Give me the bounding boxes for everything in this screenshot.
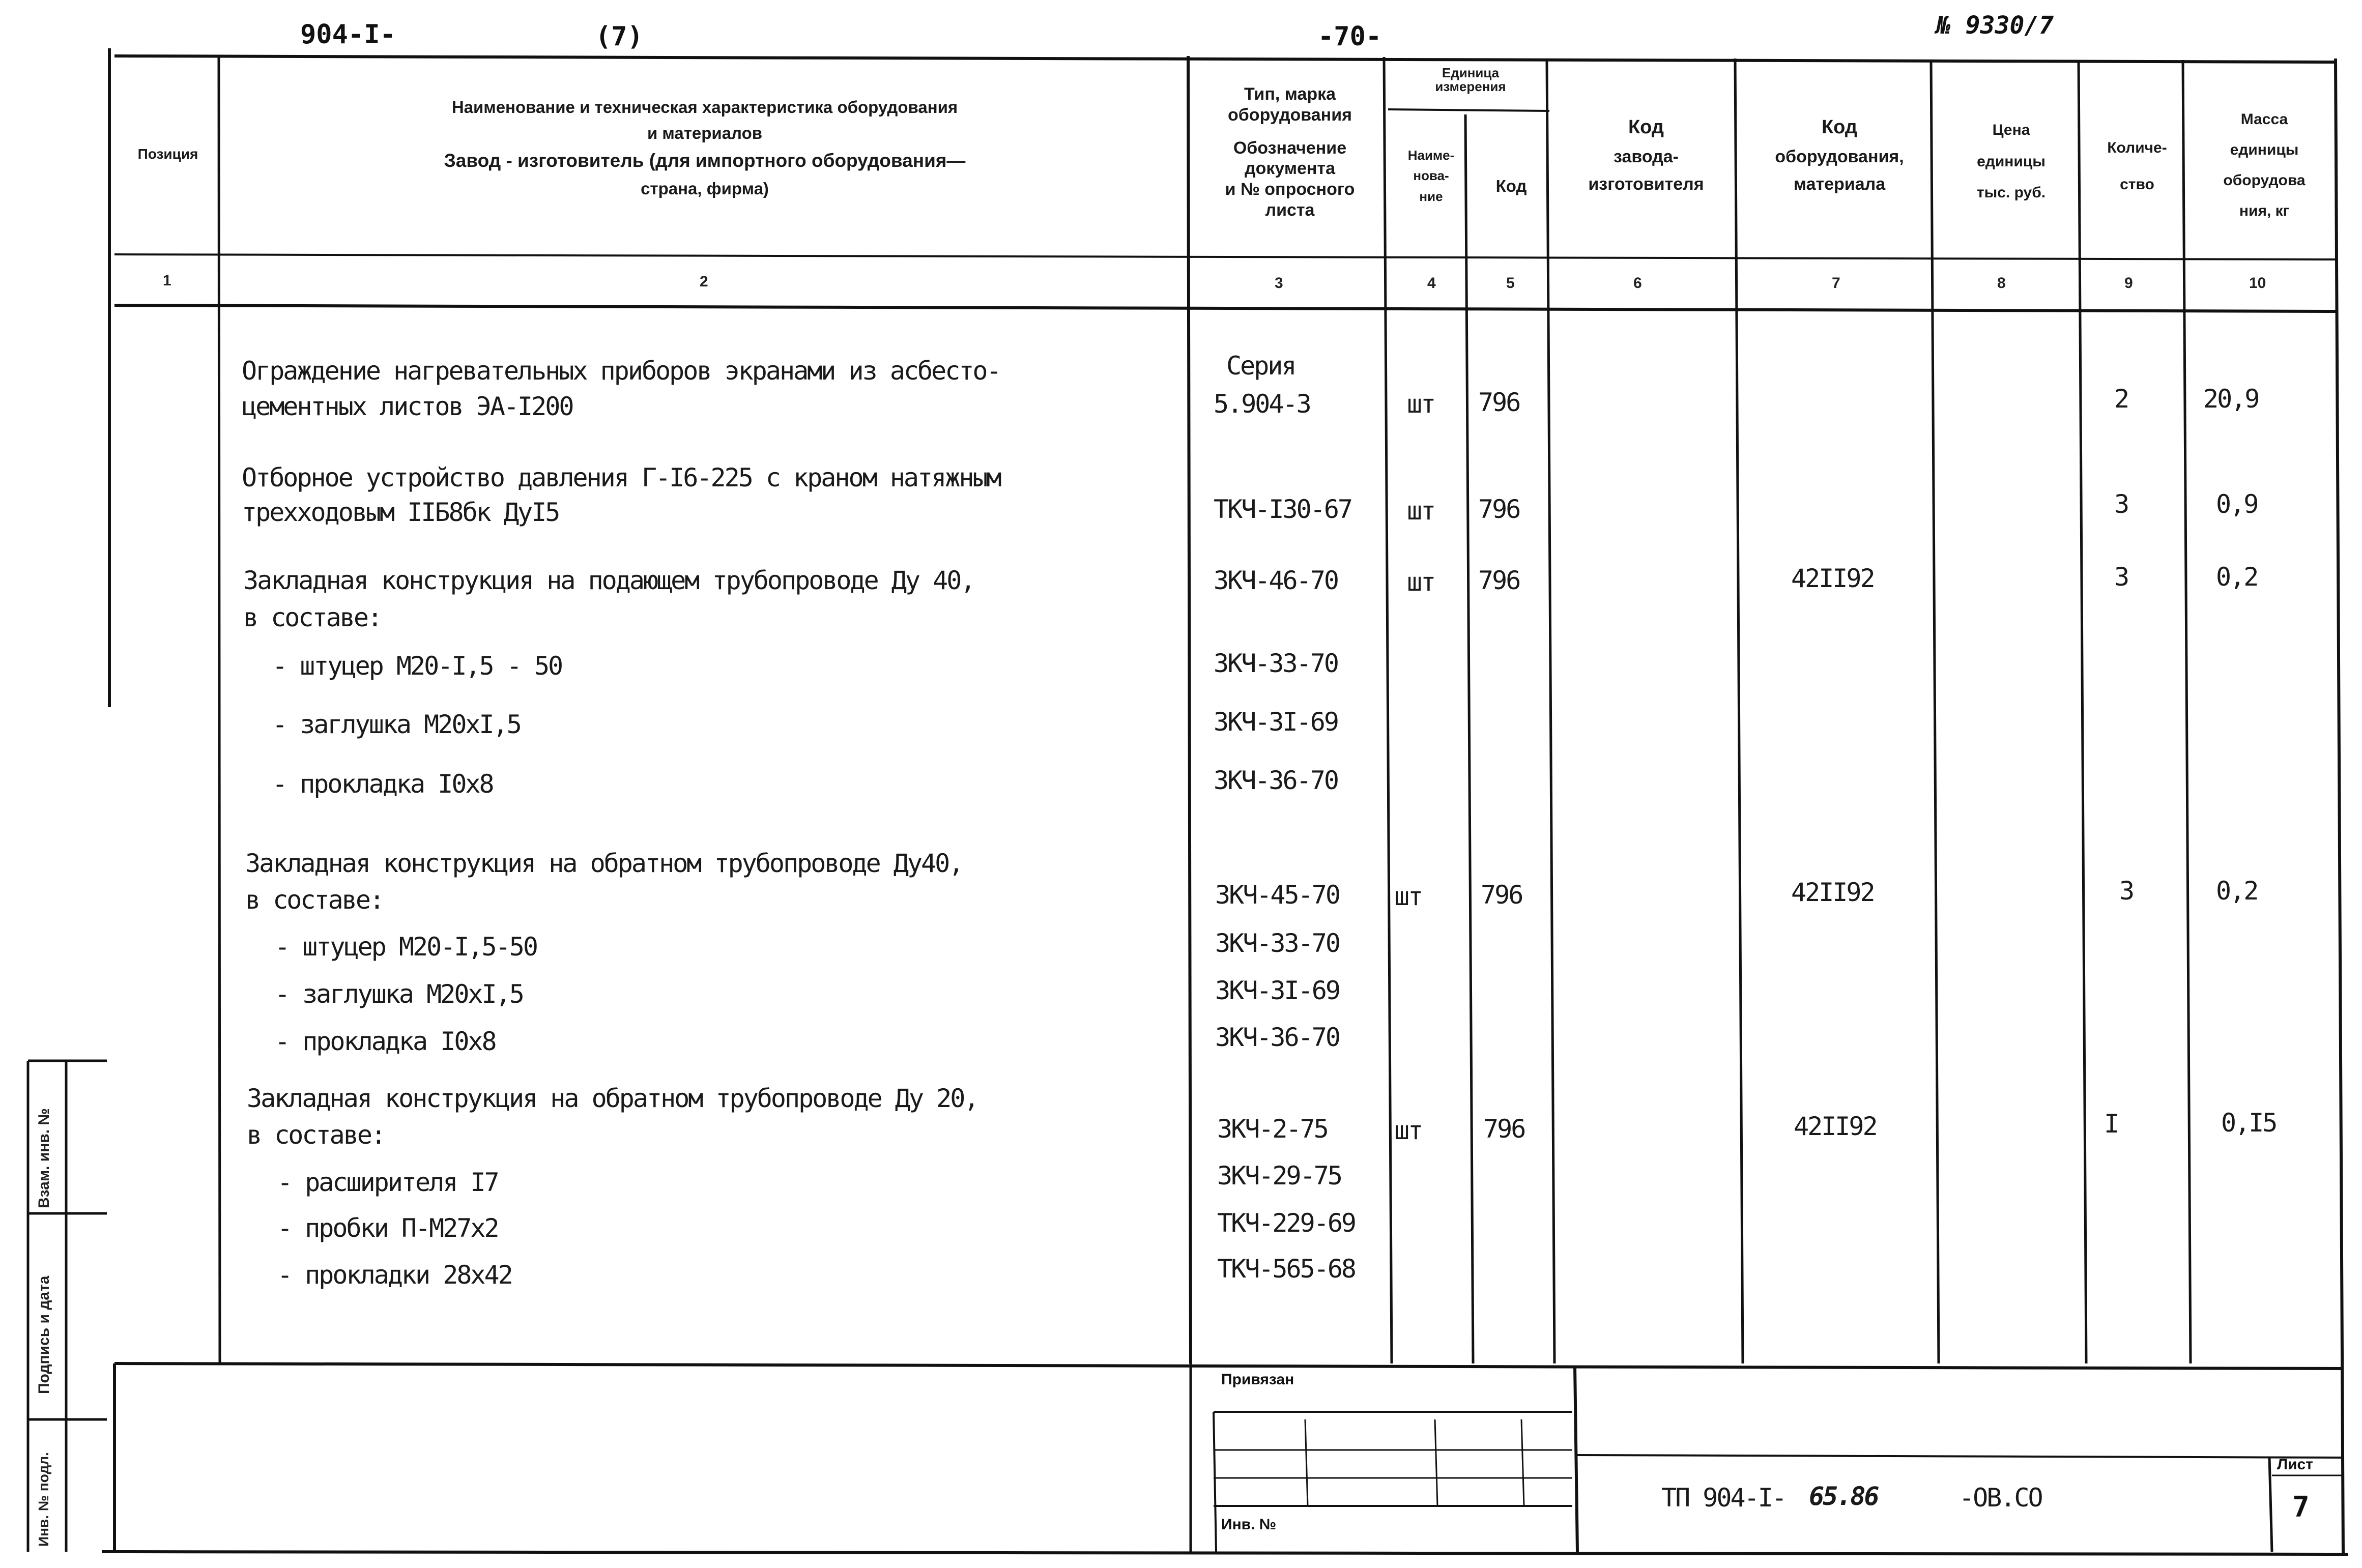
row5-sub1-name: - расширителя I7 <box>277 1168 498 1197</box>
col-number-4: 4 <box>1427 275 1436 292</box>
row4-mass: 0,2 <box>2216 876 2258 906</box>
col-number-10: 10 <box>2249 275 2266 292</box>
page-number: -70- <box>1318 21 1382 52</box>
row3-sub1-doc: ЗКЧ-33-70 <box>1214 649 1338 678</box>
row1-name-line2: цементных листов ЭА-I200 <box>242 392 573 421</box>
row5-code: 796 <box>1483 1114 1525 1144</box>
col-number-8: 8 <box>1997 275 2006 292</box>
header-name: Наименование и техническая характеристика оборудования и материалов Завод - изготовитель (для импортного оборудования— страна, фирма) <box>444 98 966 198</box>
row3-mass: 0,2 <box>2216 562 2258 592</box>
row5-sub1-doc: ЗКЧ-29-75 <box>1217 1161 1341 1190</box>
row3-sub1-name: - штуцер М20-I,5 - 50 <box>272 651 562 681</box>
col-number-5: 5 <box>1506 275 1515 292</box>
row3-name-line2: в составе: <box>243 603 382 632</box>
row4-equipment-code: 42II92 <box>1791 878 1874 907</box>
stamp-bound-label: Привязан <box>1221 1371 1294 1388</box>
row5-sub3-name: - прокладки 28х42 <box>277 1260 512 1290</box>
row1-doc-line1: Серия <box>1226 351 1295 381</box>
header-factory-code: Код завода- изготовителя <box>1588 117 1704 194</box>
row5-sub2-doc: ТКЧ-229-69 <box>1217 1208 1356 1238</box>
col-number-7: 7 <box>1832 275 1840 292</box>
registry-number: № 9330/7 <box>1936 11 2054 40</box>
row1-unit: шт <box>1407 389 1435 419</box>
row3-equipment-code: 42II92 <box>1791 564 1874 593</box>
row2-code: 796 <box>1478 495 1520 524</box>
row5-sub3-doc: ТКЧ-565-68 <box>1217 1254 1356 1284</box>
row4-sub1-name: - штуцер М20-I,5-50 <box>275 932 537 962</box>
row3-code: 796 <box>1478 566 1520 595</box>
project-code: ТП 904-I- <box>1661 1483 1785 1513</box>
row1-doc-line2: 5.904-3 <box>1214 389 1310 419</box>
row3-quantity: 3 <box>2114 562 2128 592</box>
row3-doc: ЗКЧ-46-70 <box>1214 566 1338 595</box>
row4-name-line1: Закладная конструкция на обратном трубопроводе Ду40, <box>245 849 963 878</box>
row1-name-line1: Ограждение нагревательных приборов экранами из асбесто- <box>242 356 1000 386</box>
side-replace-inv: Взам. инв. № <box>36 1108 52 1208</box>
row1-quantity: 2 <box>2114 384 2128 414</box>
row1-mass: 20,9 <box>2203 384 2259 414</box>
header-mass: Масса единицы оборудова ния, кг <box>2223 111 2306 219</box>
side-inv-original: Инв. № подл. <box>36 1452 51 1547</box>
header-position: Позиция <box>137 146 198 162</box>
project-number: 65.86 <box>1809 1482 1878 1511</box>
row5-quantity: I <box>2104 1109 2118 1139</box>
row5-sub2-name: - пробки П-М27х2 <box>277 1213 498 1243</box>
row2-doc: ТКЧ-I30-67 <box>1214 495 1352 524</box>
row4-name-line2: в составе: <box>245 885 384 915</box>
row2-quantity: 3 <box>2114 489 2128 519</box>
sheet-number: 7 <box>2292 1491 2310 1524</box>
row2-name-line2: трехходовым IIБ8бк ДуI5 <box>242 498 559 527</box>
row3-sub3-doc: ЗКЧ-36-70 <box>1214 766 1338 795</box>
project-suffix: -ОВ.СО <box>1959 1483 2042 1513</box>
row3-sub3-name: - прокладка I0х8 <box>272 769 493 799</box>
stamp-inv-label: Инв. № <box>1221 1516 1277 1533</box>
header-unit: Единица измерения <box>1435 65 1506 95</box>
row5-doc: ЗКЧ-2-75 <box>1217 1114 1328 1144</box>
sheet-label: Лист <box>2277 1456 2313 1473</box>
row5-unit: шт <box>1394 1116 1422 1145</box>
row4-doc: ЗКЧ-45-70 <box>1215 880 1339 910</box>
header-price: Цена единицы тыс. руб. <box>1976 122 2046 201</box>
row2-unit: шт <box>1407 496 1435 526</box>
row4-sub1-doc: ЗКЧ-33-70 <box>1215 928 1339 958</box>
row3-unit: шт <box>1407 567 1435 597</box>
header-equipment-code: Код оборудования, материала <box>1775 117 1904 194</box>
row2-name-line1: Отборное устройство давления Г-I6-225 с краном натяжным <box>242 463 1000 492</box>
row4-unit: шт <box>1394 882 1422 911</box>
row4-sub2-doc: ЗКЧ-3I-69 <box>1215 976 1339 1005</box>
row4-code: 796 <box>1481 880 1522 910</box>
row4-sub3-name: - прокладка I0х8 <box>275 1027 496 1056</box>
row4-sub2-name: - заглушка М20хI,5 <box>275 979 523 1009</box>
row3-name-line1: Закладная конструкция на подающем трубопроводе Ду 40, <box>243 566 974 595</box>
header-type: Тип, марка оборудования Обозначение документа и № опросного листа <box>1225 84 1355 220</box>
row5-name-line2: в составе: <box>247 1120 385 1150</box>
row5-name-line1: Закладная конструкция на обратном трубопроводе Ду 20, <box>247 1084 978 1113</box>
col-number-9: 9 <box>2124 275 2133 292</box>
col-number-6: 6 <box>1633 275 1642 292</box>
bracket-number: (7) <box>595 21 643 52</box>
row3-sub2-doc: ЗКЧ-3I-69 <box>1214 707 1338 737</box>
row5-mass: 0,I5 <box>2221 1108 2277 1138</box>
row3-sub2-name: - заглушка М20хI,5 <box>272 710 521 739</box>
row4-quantity: 3 <box>2119 876 2134 906</box>
header-quantity: Количе- ство <box>2107 139 2167 193</box>
header-unit-code: Код <box>1495 177 1527 195</box>
col-number-3: 3 <box>1275 275 1283 292</box>
row1-code: 796 <box>1478 388 1520 417</box>
row4-sub3-doc: ЗКЧ-36-70 <box>1215 1023 1339 1052</box>
col-number-2: 2 <box>700 273 708 290</box>
series-label: 904-I- <box>300 19 396 50</box>
side-sign-date: Подпись и дата <box>36 1275 52 1394</box>
header-unit-name: Наиме- нова- ние <box>1407 148 1455 204</box>
col-number-1: 1 <box>163 272 171 289</box>
row2-mass: 0,9 <box>2216 489 2258 519</box>
row5-equipment-code: 42II92 <box>1794 1112 1877 1141</box>
